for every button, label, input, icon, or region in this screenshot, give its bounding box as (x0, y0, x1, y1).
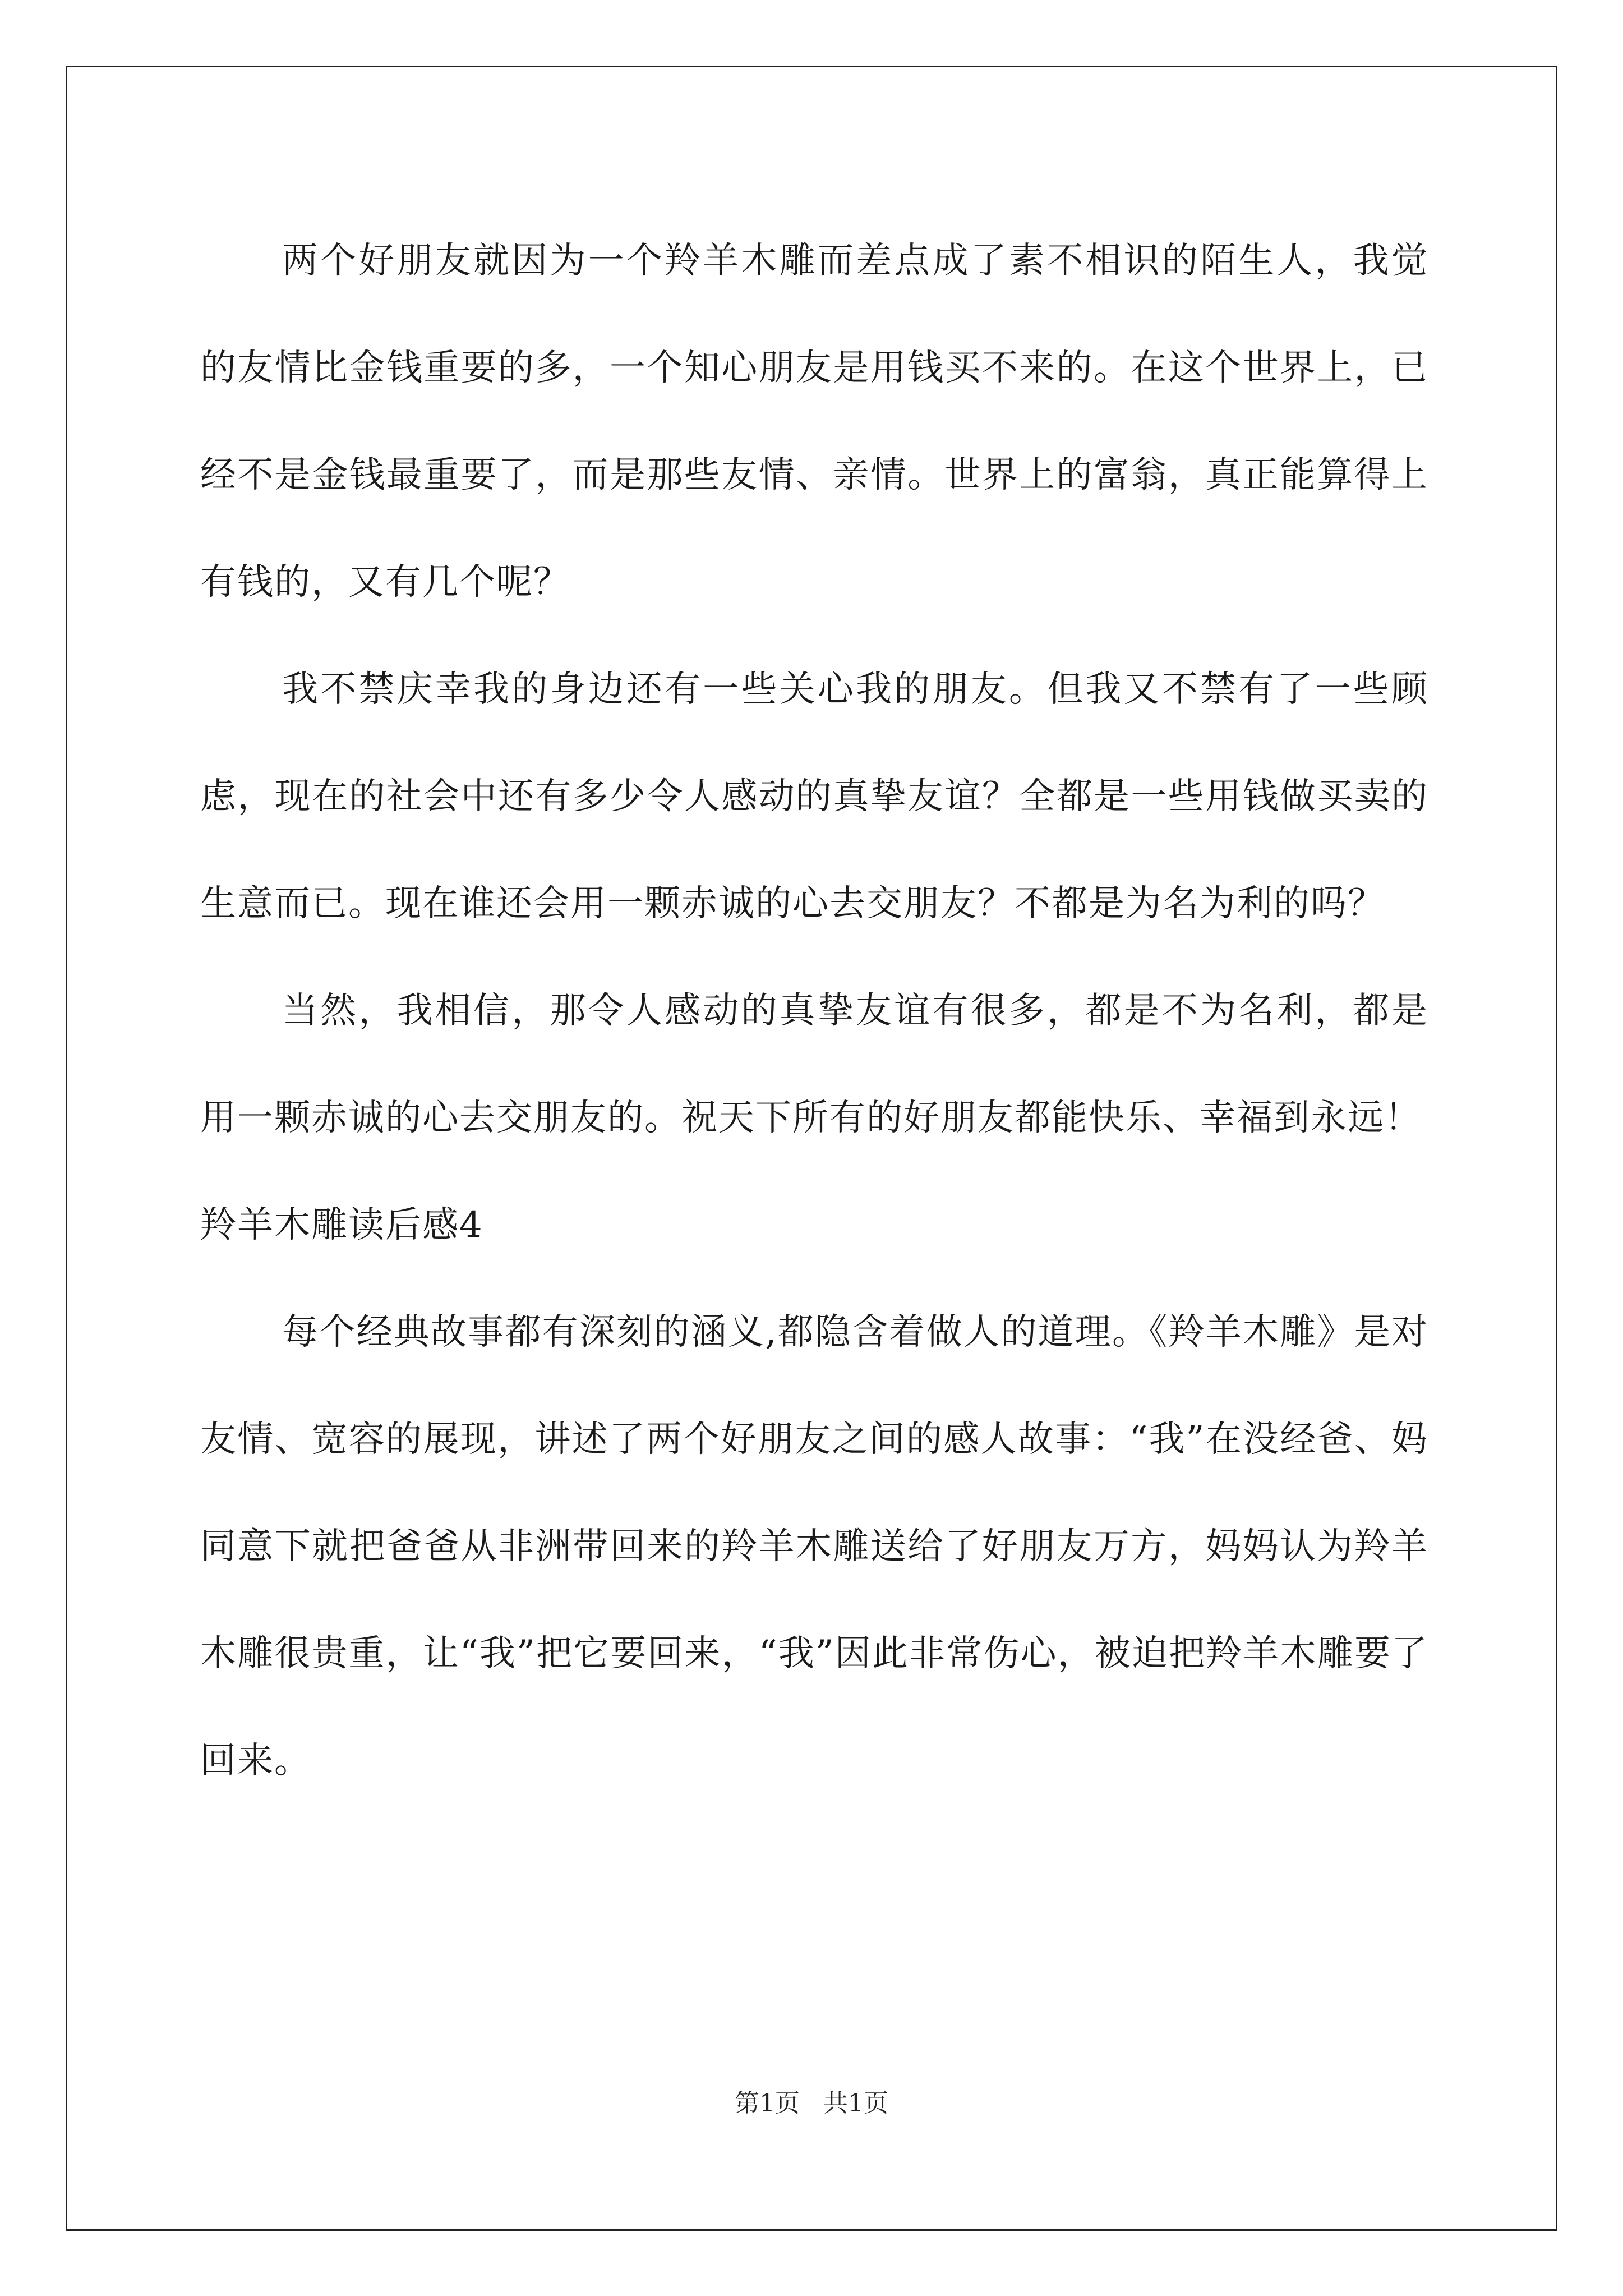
page-total: 共1页 (823, 2089, 888, 2118)
section-heading: 羚羊木雕读后感4 (200, 1204, 483, 1246)
paragraph-2: 我不禁庆幸我的身边还有一些关心我的朋友。但我又不禁有了一些顾虑，现在的社会中还有多少令人感动的真挚友谊？全都是一些用钱做买卖的生意而已。现在谁还会用一颗赤诚的心去交朋友？不都是为名为利的吗？ (200, 669, 1428, 924)
document-body (200, 208, 1428, 1815)
paragraph-4: 每个经典故事都有深刻的涵义,都隐含着做人的道理。《羚羊木雕》是对友情、宽容的展现，讲述了两个好朋友之间的感人故事：“我”在没经爸、妈同意下就把爸爸从非洲带回来的羚羊木雕送给了好朋友万方，妈妈认为羚羊木雕很贵重，让“我”把它要回来，“我”因此非常伤心，被迫把羚羊木雕要了回来。 (200, 1312, 1428, 1782)
paragraph-3: 当然，我相信，那令人感动的真挚友谊有很多，都是不为名利，都是用一颗赤诚的心去交朋友的。祝天下所有的好朋友都能快乐、幸福到永远！ (200, 990, 1428, 1139)
page-number: 第1页 (735, 2089, 800, 2118)
paragraph-1: 两个好朋友就因为一个羚羊木雕而差点成了素不相识的陌生人，我觉的友情比金钱重要的多，一个知心朋友是用钱买不来的。在这个世界上，已经不是金钱最重要了，而是那些友情、亲情。世界上的富翁，真正能算得上有钱的，又有几个呢？ (200, 240, 1428, 603)
page-footer (0, 2087, 1623, 2120)
